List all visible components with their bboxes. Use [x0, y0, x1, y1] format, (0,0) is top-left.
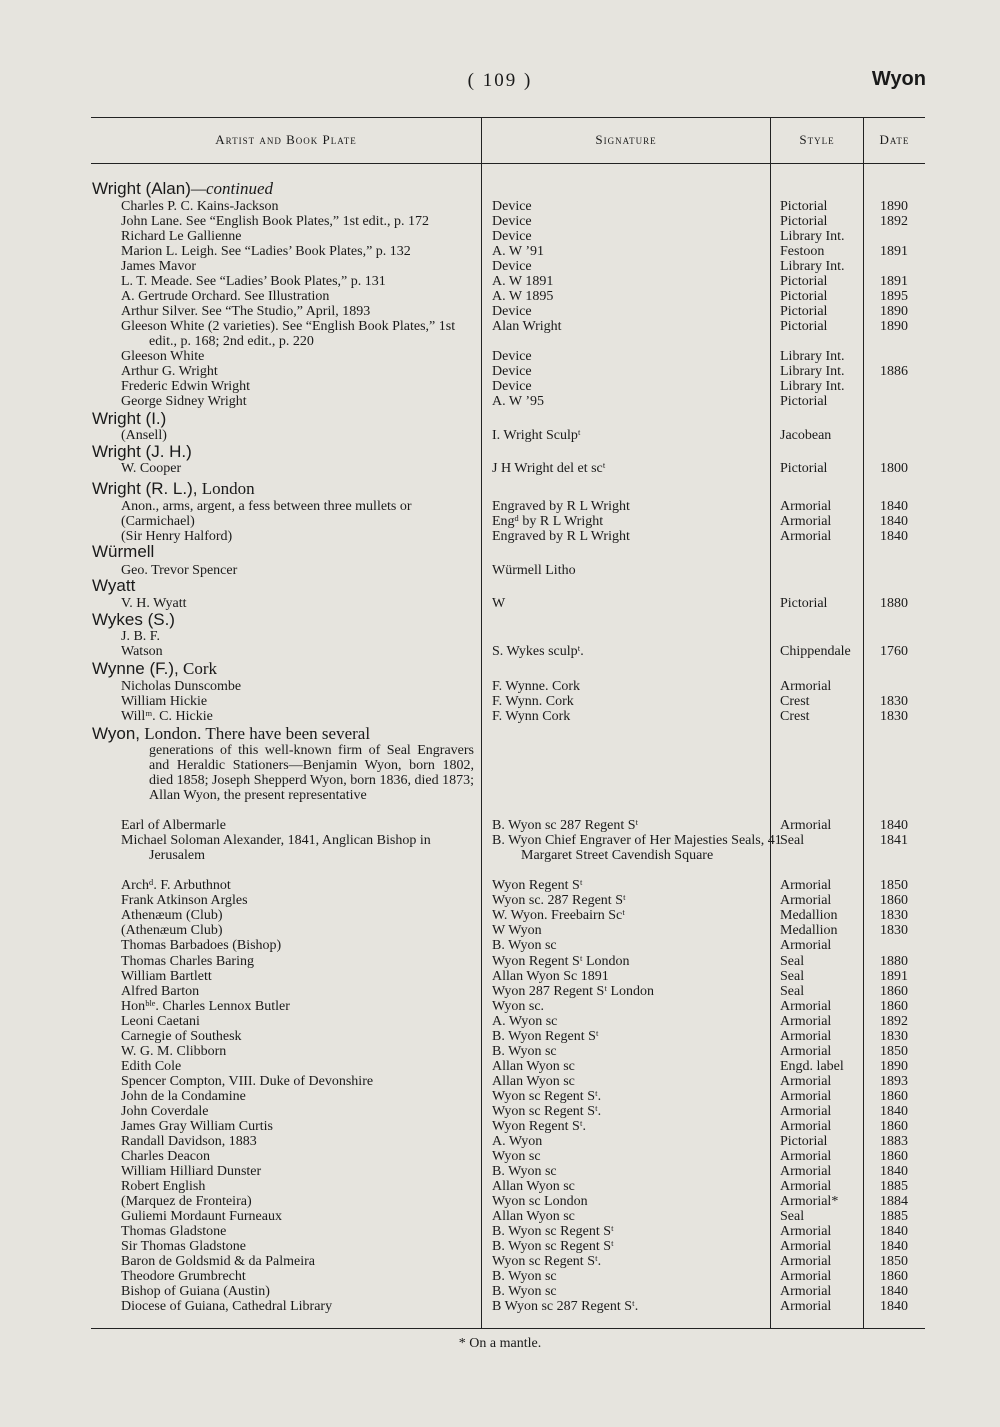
signature-cell: Allan Wyon sc — [492, 1059, 575, 1074]
artist-heading-name: Würmell — [92, 542, 155, 561]
date-cell: 1892 — [880, 214, 908, 229]
artist-cell: James Gray William Curtis — [121, 1119, 273, 1134]
style-cell: Armorial — [780, 1224, 832, 1239]
artist-cell: Thomas Gladstone — [121, 1224, 227, 1239]
style-cell: Pictorial — [780, 274, 828, 289]
artist-cell: Thomas Charles Baring — [121, 954, 254, 969]
signature-cell: B. Wyon sc 287 Regent Sᵗ — [492, 818, 639, 833]
date-cell: 1840 — [880, 529, 908, 544]
artist-cell: William Hickie — [121, 694, 208, 709]
artist-heading-suffix: London. There have been several — [140, 724, 371, 743]
date-cell: 1841 — [880, 833, 908, 848]
artist-cell: Michael Soloman Alexander, 1841, Anglican Bishop in Jerusalem — [121, 833, 431, 863]
date-cell: 1885 — [880, 1209, 908, 1224]
signature-cell: Device — [492, 199, 532, 214]
signature-cell: Device — [492, 214, 532, 229]
signature-cell: Device — [492, 259, 532, 274]
artist-cell: Honᵇˡᵉ. Charles Lennox Butler — [121, 999, 290, 1014]
artist-cell: Frank Atkinson Argles — [121, 893, 248, 908]
artist-cell: J. B. F. — [121, 629, 160, 644]
artist-cell: Earl of Albermarle — [121, 818, 226, 833]
signature-cell: Device — [492, 349, 532, 364]
column-header-style: Style — [799, 132, 835, 147]
style-cell: Chippendale — [780, 644, 851, 659]
date-cell: 1830 — [880, 923, 908, 938]
style-cell: Armorial — [780, 999, 832, 1014]
artist-cell: George Sidney Wright — [121, 394, 247, 409]
artist-cell: Gleeson White — [121, 349, 205, 364]
signature-cell: Wyon sc. — [492, 999, 545, 1014]
signature-cell: W — [492, 596, 506, 611]
style-cell: Library Int. — [780, 364, 845, 379]
date-cell: 1840 — [880, 818, 908, 833]
date-cell: 1885 — [880, 1179, 908, 1194]
signature-cell: I. Wright Sculpᵗ — [492, 428, 581, 443]
date-cell: 1860 — [880, 1149, 908, 1164]
artist-cell: Charles Deacon — [121, 1149, 211, 1164]
artist-cell: Bishop of Guiana (Austin) — [121, 1284, 270, 1299]
style-cell: Armorial — [780, 514, 832, 529]
artist-cell: Gleeson White (2 varieties). See “English Book Plates,” 1st edit., p. 168; 2nd edit., p. 220 — [121, 319, 456, 349]
signature-cell: Engraved by R L Wright — [492, 529, 630, 544]
style-cell: Armorial — [780, 529, 832, 544]
artist-cell: Marion L. Leigh. See “Ladies’ Book Plates,” p. 132 — [121, 244, 411, 259]
date-cell: 1860 — [880, 984, 908, 999]
artist-cell: A. Gertrude Orchard. See Illustration — [121, 289, 330, 304]
signature-cell: A. W 1895 — [492, 289, 554, 304]
artist-heading-suffix: Cork — [178, 659, 218, 678]
artist-heading-suffix: —continued — [190, 179, 274, 198]
signature-cell: Device — [492, 364, 532, 379]
date-cell: 1830 — [880, 709, 908, 724]
signature-cell: Allan Wyon sc — [492, 1179, 575, 1194]
style-cell: Festoon — [780, 244, 825, 259]
signature-cell: Wyon 287 Regent Sᵗ London — [492, 984, 655, 999]
signature-cell: Allan Wyon Sc 1891 — [492, 969, 609, 984]
style-cell: Armorial — [780, 499, 832, 514]
running-head: Wyon — [871, 68, 926, 90]
style-cell: Seal — [780, 954, 805, 969]
signature-cell: Engraved by R L Wright — [492, 499, 630, 514]
style-cell: Armorial — [780, 1089, 832, 1104]
signature-cell: Wyon sc Regent Sᵗ. — [492, 1254, 602, 1269]
artist-heading-name: Wright (J. H.) — [92, 442, 192, 461]
signature-cell: Alan Wright — [492, 319, 562, 334]
signature-cell: Device — [492, 379, 532, 394]
style-cell: Pictorial — [780, 199, 828, 214]
artist-cell: Arthur G. Wright — [121, 364, 218, 379]
artist-heading — [92, 610, 175, 629]
signature-cell: B. Wyon sc Regent Sᵗ — [492, 1224, 614, 1239]
style-cell: Armorial — [780, 1149, 832, 1164]
date-cell: 1880 — [880, 596, 908, 611]
style-cell: Armorial — [780, 893, 832, 908]
artist-cell: Richard Le Gallienne — [121, 229, 242, 244]
artist-cell: W. Cooper — [121, 461, 182, 476]
artist-cell: Geo. Trevor Spencer — [121, 563, 238, 578]
signature-cell: Engᵈ by R L Wright — [492, 514, 604, 529]
date-cell: 1860 — [880, 1269, 908, 1284]
artist-cell: (Carmichael) — [121, 514, 195, 529]
style-cell: Crest — [780, 694, 810, 709]
style-cell: Armorial — [780, 938, 832, 953]
style-cell: Jacobean — [780, 428, 832, 443]
signature-cell: B. Wyon sc — [492, 1164, 557, 1179]
artist-cell: Alfred Barton — [121, 984, 200, 999]
artist-heading-name: Wright (I.) — [92, 409, 167, 428]
artist-heading — [92, 442, 192, 461]
date-cell: 1892 — [880, 1014, 908, 1029]
style-cell: Pictorial — [780, 319, 828, 334]
column-header-signature: Signature — [595, 132, 657, 147]
column-header-date: Date — [879, 132, 910, 147]
artist-cell: Carnegie of Southesk — [121, 1029, 242, 1044]
date-cell: 1850 — [880, 878, 908, 893]
artist-cell: (Ansell) — [121, 428, 167, 443]
style-cell: Armorial — [780, 1074, 832, 1089]
date-cell: 1891 — [880, 274, 908, 289]
style-cell: Armorial — [780, 818, 832, 833]
date-cell: 1840 — [880, 1239, 908, 1254]
artist-cell: Archᵈ. F. Arbuthnot — [121, 878, 231, 893]
signature-cell: F. Wynne. Cork — [492, 679, 580, 694]
artist-cell: John Lane. See “English Book Plates,” 1st edit., p. 172 — [121, 214, 429, 229]
signature-cell: F. Wynn. Cork — [492, 694, 574, 709]
style-cell: Seal — [780, 984, 805, 999]
style-cell: Seal — [780, 1209, 805, 1224]
artist-heading-name: Wright (Alan) — [92, 179, 191, 198]
date-cell: 1840 — [880, 1224, 908, 1239]
style-cell: Pictorial — [780, 214, 828, 229]
artist-heading — [92, 542, 154, 561]
signature-cell: A. W ’95 — [492, 394, 544, 409]
artist-cell: Baron de Goldsmid & da Palmeira — [121, 1254, 316, 1269]
signature-cell: A. W ’91 — [492, 244, 544, 259]
signature-cell: A. W 1891 — [492, 274, 554, 289]
footnote: * On a mantle. — [458, 1336, 542, 1351]
date-cell: 1850 — [880, 1044, 908, 1059]
date-cell: 1830 — [880, 1029, 908, 1044]
date-cell: 1895 — [880, 289, 908, 304]
signature-cell: B. Wyon sc Regent Sᵗ — [492, 1239, 614, 1254]
artist-cell: Athenæum (Club) — [121, 908, 223, 923]
artist-heading — [92, 724, 370, 743]
style-cell: Armorial — [780, 1284, 832, 1299]
date-cell: 1840 — [880, 514, 908, 529]
style-cell: Library Int. — [780, 259, 845, 274]
artist-cell: Robert English — [121, 1179, 206, 1194]
date-cell: 1840 — [880, 1284, 908, 1299]
style-cell: Armorial — [780, 1164, 832, 1179]
signature-cell: Wyon sc. 287 Regent Sᵗ — [492, 893, 626, 908]
artist-cell: Spencer Compton, VIII. Duke of Devonshire — [121, 1074, 374, 1089]
signature-cell: Wyon sc — [492, 1149, 541, 1164]
artist-cell: Theodore Grumbrecht — [121, 1269, 246, 1284]
style-cell: Medallion — [780, 908, 838, 923]
date-cell: 1840 — [880, 1164, 908, 1179]
style-cell: Library Int. — [780, 379, 845, 394]
signature-cell: J H Wright del et scᵗ — [492, 461, 606, 476]
signature-cell: Wyon sc Regent Sᵗ. — [492, 1089, 602, 1104]
style-cell: Library Int. — [780, 349, 845, 364]
date-cell: 1891 — [880, 969, 908, 984]
signature-cell: A. Wyon sc — [492, 1014, 558, 1029]
artist-cell: Diocese of Guiana, Cathedral Library — [121, 1299, 333, 1314]
artist-heading — [92, 179, 273, 198]
date-cell: 1840 — [880, 1104, 908, 1119]
artist-heading-name: Wykes (S.) — [92, 610, 175, 629]
date-cell: 1830 — [880, 908, 908, 923]
artist-heading — [92, 409, 166, 428]
artist-cell: Arthur Silver. See “The Studio,” April, 1893 — [121, 304, 371, 319]
artist-cell: L. T. Meade. See “Ladies’ Book Plates,” p. 131 — [121, 274, 386, 289]
artist-heading-suffix: London — [197, 479, 255, 498]
date-cell: 1884 — [880, 1194, 908, 1209]
style-cell: Armorial — [780, 1299, 832, 1314]
artist-cell: John de la Condamine — [121, 1089, 246, 1104]
signature-cell: Wyon sc London — [492, 1194, 588, 1209]
artist-cell: Charles P. C. Kains-Jackson — [121, 199, 279, 214]
date-cell: 1860 — [880, 1119, 908, 1134]
style-cell: Armorial — [780, 1239, 832, 1254]
signature-cell: A. Wyon — [492, 1134, 543, 1149]
style-cell: Armorial — [780, 1029, 832, 1044]
date-cell: 1800 — [880, 461, 908, 476]
artist-cell: (Marquez de Fronteira) — [121, 1194, 252, 1209]
signature-cell: Wyon sc Regent Sᵗ. — [492, 1104, 602, 1119]
artist-heading — [92, 576, 135, 595]
wyon-description: generations of this well-known firm of Seal Engravers and Heraldic Stationers—Benjamin Wyon, born 1802, died 1858; Joseph Shepperd Wyon, born 1836, died 1873; Allan Wyon, the present representative — [149, 743, 474, 803]
signature-cell: B. Wyon Regent Sᵗ — [492, 1029, 599, 1044]
artist-heading-name: Wyon, — [92, 724, 141, 743]
page-number: ( 109 ) — [467, 70, 533, 91]
signature-cell: Wyon Regent Sᵗ. — [492, 1119, 586, 1134]
artist-heading — [92, 659, 217, 678]
style-cell: Armorial — [780, 1254, 832, 1269]
date-cell: 1886 — [880, 364, 908, 379]
signature-cell: B. Wyon sc — [492, 1044, 557, 1059]
signature-cell: Allan Wyon sc — [492, 1209, 575, 1224]
style-cell: Pictorial — [780, 394, 828, 409]
signature-cell: W Wyon — [492, 923, 542, 938]
signature-cell: B. Wyon sc — [492, 1269, 557, 1284]
style-cell: Armorial — [780, 1104, 832, 1119]
signature-cell: B. Wyon sc — [492, 1284, 557, 1299]
date-cell: 1890 — [880, 199, 908, 214]
signature-cell: B Wyon sc 287 Regent Sᵗ. — [492, 1299, 639, 1314]
artist-cell: John Coverdale — [121, 1104, 209, 1119]
artist-heading-name: Wright (R. L.), — [92, 479, 198, 498]
signature-cell: Wyon Regent Sᵗ — [492, 878, 583, 893]
signature-cell: F. Wynn Cork — [492, 709, 571, 724]
artist-cell: (Sir Henry Halford) — [121, 529, 233, 544]
date-cell: 1890 — [880, 1059, 908, 1074]
date-cell: 1760 — [880, 644, 908, 659]
style-cell: Pictorial — [780, 304, 828, 319]
artist-cell: William Hilliard Dunster — [121, 1164, 262, 1179]
style-cell: Armorial — [780, 679, 832, 694]
style-cell: Armorial — [780, 1179, 832, 1194]
artist-cell: Edith Cole — [121, 1059, 182, 1074]
signature-cell: B. Wyon Chief Engraver of Her Majesties Seals, 41 Margaret Street Cavendish Square — [492, 833, 782, 863]
date-cell: 1830 — [880, 694, 908, 709]
style-cell: Pictorial — [780, 289, 828, 304]
artist-heading-name: Wyatt — [92, 576, 136, 595]
artist-cell: Randall Davidson, 1883 — [121, 1134, 257, 1149]
artist-cell: Sir Thomas Gladstone — [121, 1239, 246, 1254]
date-cell: 1890 — [880, 304, 908, 319]
date-cell: 1860 — [880, 893, 908, 908]
style-cell: Crest — [780, 709, 810, 724]
style-cell: Medallion — [780, 923, 838, 938]
signature-cell: Allan Wyon sc — [492, 1074, 575, 1089]
style-cell: Armorial — [780, 1044, 832, 1059]
style-cell: Engd. label — [780, 1059, 844, 1074]
artist-heading — [92, 479, 255, 498]
date-cell: 1880 — [880, 954, 908, 969]
signature-cell: W. Wyon. Freebairn Scᵗ — [492, 908, 625, 923]
date-cell: 1893 — [880, 1074, 908, 1089]
style-cell: Pictorial — [780, 1134, 828, 1149]
signature-cell: S. Wykes sculpᵗ. — [492, 644, 584, 659]
artist-heading-name: Wynne (F.), — [92, 659, 179, 678]
date-cell: 1860 — [880, 1089, 908, 1104]
artist-cell: Nicholas Dunscombe — [121, 679, 242, 694]
artist-cell: James Mavor — [121, 259, 197, 274]
date-cell: 1891 — [880, 244, 908, 259]
style-cell: Armorial* — [780, 1194, 839, 1209]
style-cell: Armorial — [780, 1119, 832, 1134]
signature-cell: Device — [492, 229, 532, 244]
style-cell: Library Int. — [780, 229, 845, 244]
style-cell: Seal — [780, 833, 805, 848]
date-cell: 1860 — [880, 999, 908, 1014]
artist-cell: Leoni Caetani — [121, 1014, 200, 1029]
signature-cell: Device — [492, 304, 532, 319]
signature-cell: B. Wyon sc — [492, 938, 557, 953]
artist-cell: Willᵐ. C. Hickie — [121, 709, 213, 724]
column-header-artist: Artist and Book Plate — [215, 132, 357, 147]
date-cell: 1840 — [880, 1299, 908, 1314]
date-cell: 1890 — [880, 319, 908, 334]
style-cell: Armorial — [780, 878, 832, 893]
style-cell: Armorial — [780, 1269, 832, 1284]
signature-cell: Wyon Regent Sᵗ London — [492, 954, 630, 969]
artist-cell: Watson — [121, 644, 163, 659]
artist-cell: William Bartlett — [121, 969, 212, 984]
date-cell: 1850 — [880, 1254, 908, 1269]
artist-cell: W. G. M. Clibborn — [121, 1044, 227, 1059]
style-cell: Armorial — [780, 1014, 832, 1029]
artist-cell: Guliemi Mordaunt Furneaux — [121, 1209, 282, 1224]
style-cell: Pictorial — [780, 461, 828, 476]
artist-cell: V. H. Wyatt — [121, 596, 187, 611]
style-cell: Seal — [780, 969, 805, 984]
date-cell: 1883 — [880, 1134, 908, 1149]
artist-cell: Anon., arms, argent, a fess between three mullets or — [121, 499, 412, 514]
style-cell: Pictorial — [780, 596, 828, 611]
artist-cell: Thomas Barbadoes (Bishop) — [121, 938, 282, 953]
artist-cell: Frederic Edwin Wright — [121, 379, 251, 394]
signature-cell: Würmell Litho — [492, 563, 576, 578]
date-cell: 1840 — [880, 499, 908, 514]
artist-cell: (Athenæum Club) — [121, 923, 223, 938]
